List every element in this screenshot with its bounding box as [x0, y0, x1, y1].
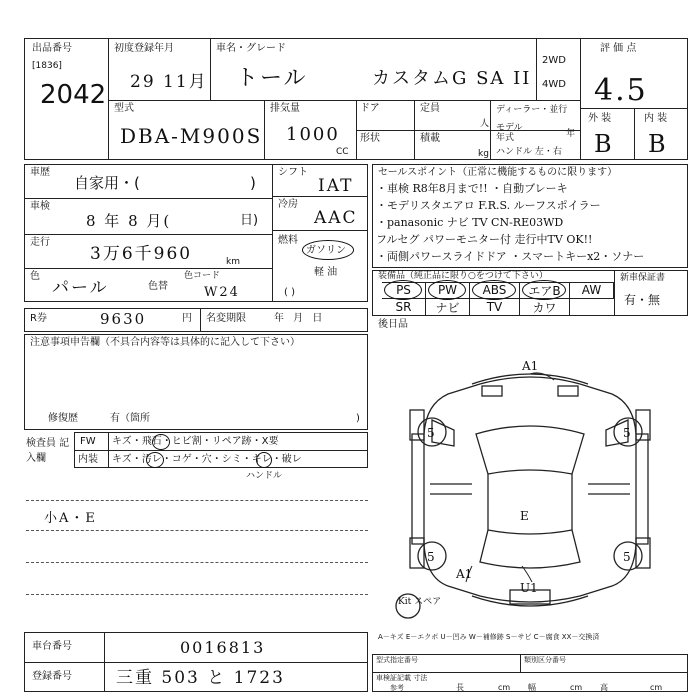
sales-line: ・両側パワースライドドア ・スマートキーx2・ソナー — [376, 250, 645, 263]
load-label: 積載 — [420, 133, 440, 144]
history-close: ) — [250, 174, 256, 192]
color-code-label: 色コード — [184, 271, 221, 281]
lot-sub: [1836] — [32, 61, 62, 71]
4wd-label: 4WD — [542, 79, 566, 90]
height-label: 高 — [600, 683, 608, 692]
width-unit: cm — [570, 683, 583, 692]
repair-label: 修復歴 — [48, 413, 78, 424]
notes-title: 注意事項申告欄（不具合内容等は具体的に記入して下さい） — [30, 337, 300, 348]
color-label: 色 — [30, 271, 40, 282]
inspector-label: 検査員 記入欄 — [26, 438, 70, 464]
car-name-label: 車名・グレード — [216, 43, 286, 54]
door-label: ドア — [360, 103, 380, 114]
capacity-unit: 人 — [480, 119, 490, 129]
fuel-gas: ガソリン — [306, 245, 346, 256]
damage-legend: A－キズ E－エクボ U－凹み W－補修跡 S－サビ C－腐食 XX－交換済 — [378, 633, 600, 641]
tire-rr: 5 — [623, 550, 631, 564]
reg-date-value: 29 11月 — [130, 72, 208, 92]
shape-label: 形状 — [360, 133, 380, 144]
color-value: パール — [52, 278, 109, 298]
damage-a1-rear: A1 — [456, 567, 473, 581]
damage-e: E — [520, 509, 529, 523]
equip-abs: ABS — [470, 282, 520, 299]
handle-label: ハンドル 左・右 — [496, 147, 562, 157]
damage-a1-front: A1 — [522, 359, 539, 373]
recycle-value: 9630 — [100, 310, 147, 328]
form-number-label: 型式指定番号 — [376, 656, 418, 664]
ac-label: 冷房 — [278, 199, 298, 210]
equip-sr: SR — [382, 299, 426, 316]
fuel-gas-circle — [302, 240, 354, 260]
sales-lines — [376, 180, 686, 265]
shift-value: IAT — [318, 176, 354, 196]
remark: 小A・E — [44, 511, 97, 526]
fw-items: キズ・飛石・ヒビ割・リペア跡・X要 — [112, 436, 279, 447]
sales-line: ・モデリスタエアロ F.R.S. ルーフスポイラー — [376, 199, 601, 212]
lot-number: 2042 — [40, 80, 107, 110]
car-diagram — [372, 334, 688, 624]
shaken-value: 8 年 8 月( — [86, 212, 172, 230]
spare-label: Kit スペア — [398, 597, 442, 607]
car-name-value: トール — [236, 66, 308, 91]
km-unit: km — [226, 257, 240, 267]
fuel-other: ( ) — [284, 287, 295, 298]
tire-fl: 5 — [427, 426, 435, 440]
equip-airbag: エアB — [520, 282, 570, 299]
dealer-label: ディーラー・並行 — [496, 105, 568, 115]
damage-u1: U1 — [520, 581, 538, 595]
equip-aw: AW — [570, 282, 614, 299]
length-unit: cm — [498, 683, 511, 692]
cc-value: 1000 — [286, 124, 340, 145]
height-unit: cm — [650, 683, 663, 692]
score-value: 4.5 — [594, 73, 648, 108]
sales-line: ・車検 R8年8月まで!! ・自動ブレーキ — [376, 182, 568, 195]
tire-rl: 5 — [427, 550, 435, 564]
reg-date-label: 初度登録年月 — [114, 43, 174, 54]
class-number-label: 類別区分番号 — [524, 656, 566, 664]
fuel-light: 軽 油 — [314, 267, 338, 278]
equip-pw: PW — [426, 282, 470, 299]
width-label: 幅 — [528, 683, 536, 692]
mileage-label: 走行 — [30, 237, 50, 248]
int-value: B — [648, 130, 668, 158]
year-unit: 年 — [566, 129, 576, 139]
sales-line: フルセグ パワーモニター付 走行中TV OK!! — [376, 233, 593, 246]
tire-fr: 5 — [623, 426, 631, 440]
length-label: 長 — [456, 683, 464, 692]
score-label: 評 価 点 — [600, 43, 637, 54]
shaken-day: 日) — [240, 213, 259, 228]
cc-unit: CC — [336, 147, 349, 157]
reg-number-value: 三重 503 と 1723 — [116, 668, 285, 688]
2wd-label: 2WD — [542, 55, 566, 66]
chassis-label: 車台番号 — [32, 641, 72, 652]
ext-label: 外 装 — [588, 113, 612, 124]
capacity-label: 定員 — [420, 103, 440, 114]
shaken-label: 車検 — [30, 201, 50, 212]
ref-label: 参考 — [390, 684, 404, 692]
size-label: 車検証記載 寸法 — [376, 674, 428, 682]
equipment-title: 装備品（純正品に限り○をつけて下さい） — [378, 271, 548, 281]
name-change-label: 名変期限 — [206, 313, 246, 324]
lot-label: 出品番号 — [32, 43, 72, 54]
chassis-value: 0016813 — [180, 638, 266, 657]
int-label: 内 装 — [644, 113, 668, 124]
mileage-value: 3万6千960 — [90, 244, 193, 264]
repair-close: ) — [356, 413, 360, 424]
sales-title: セールスポイント（正常に機能するものに限ります） — [378, 167, 618, 178]
warranty-value: 有・無 — [624, 293, 661, 307]
color-change-label: 色替 — [148, 281, 168, 292]
equip-navi: ナビ — [426, 299, 470, 316]
type-value: DBA-M900S — [120, 124, 263, 148]
shift-label: シフト — [278, 167, 308, 178]
warranty-label: 新車保証書 — [620, 273, 666, 283]
load-unit: kg — [478, 149, 489, 159]
cc-label: 排気量 — [270, 103, 300, 114]
reg-number-label: 登録番号 — [32, 671, 72, 682]
interior-items: キズ・汚レ・コゲ・穴・シミ・キレ・破レ — [112, 454, 302, 465]
sales-line: ・panasonic ナビ TV CN-RE03WD — [376, 216, 564, 229]
recycle-unit: 円 — [182, 313, 192, 324]
recycle-label: R券 — [30, 313, 47, 324]
equip-tv: TV — [470, 299, 520, 316]
equip-leather: カワ — [520, 299, 570, 316]
fw-label: FW — [80, 436, 96, 447]
fuel-label: 燃料 — [278, 235, 298, 246]
color-code-value: W24 — [204, 285, 240, 300]
ac-value: AAC — [314, 208, 358, 228]
repair-value: 有（箇所 — [110, 413, 150, 424]
handle-note: ハンドル — [246, 471, 283, 481]
equip-ps: PS — [382, 282, 426, 299]
after-label: 後日品 — [378, 319, 408, 330]
grade-value: カスタムG SA II — [372, 68, 532, 89]
interior-label: 内装 — [78, 454, 98, 465]
name-change-value: 年 月 日 — [274, 313, 323, 324]
history-label: 車歴 — [30, 167, 50, 178]
history-value: 自家用・( — [74, 174, 140, 192]
model-year-label: モデル 年式 — [496, 123, 523, 143]
ext-value: B — [594, 130, 614, 158]
type-label: 型式 — [114, 103, 134, 114]
